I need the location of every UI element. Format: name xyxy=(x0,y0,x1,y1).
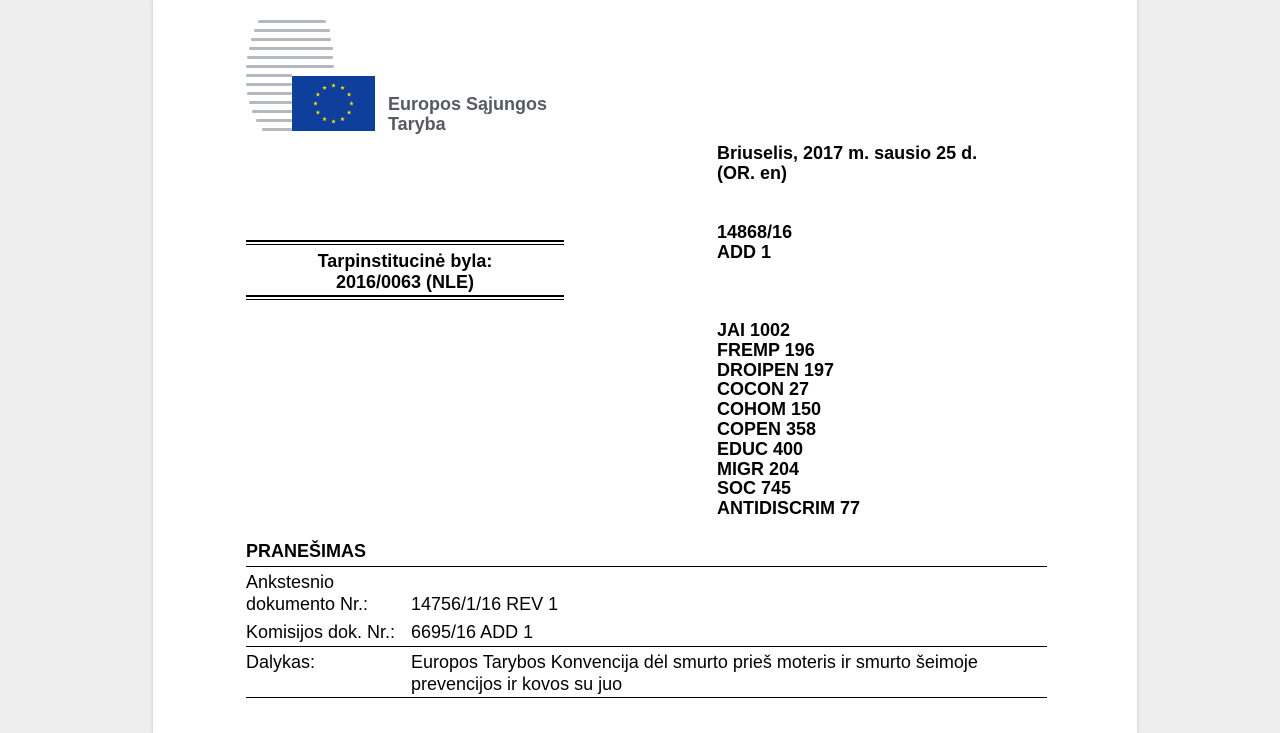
divider xyxy=(246,566,1047,567)
interinstitutional-number: 2016/0063 (NLE) xyxy=(335,272,475,292)
document-page xyxy=(153,0,1137,733)
code-item: SOC 745 xyxy=(717,478,792,499)
document-addendum: ADD 1 xyxy=(717,241,772,262)
eu-flag-icon xyxy=(292,76,375,131)
org-name-line2: Taryba xyxy=(388,114,446,134)
code-item: EDUC 400 xyxy=(717,438,804,459)
code-item: ANTIDISCRIM 77 xyxy=(717,498,861,519)
prev-doc-label-line2: dokumento Nr.: xyxy=(246,594,369,614)
date-line: Briuselis, 2017 m. sausio 25 d. xyxy=(717,143,978,163)
classification-codes xyxy=(717,321,860,519)
council-logo-icon xyxy=(246,20,586,135)
double-rule-bottom xyxy=(246,295,564,300)
commission-doc-value: 6695/16 ADD 1 xyxy=(411,622,534,642)
divider xyxy=(246,697,1047,698)
code-item: MIGR 204 xyxy=(717,458,800,479)
organization-name xyxy=(388,94,547,134)
code-item: COCON 27 xyxy=(717,379,810,400)
divider xyxy=(246,646,1047,647)
code-item: JAI 1002 xyxy=(717,320,791,340)
code-item: COPEN 358 xyxy=(717,418,817,439)
org-name-line1: Europos Sąjungos xyxy=(388,94,548,114)
date-block xyxy=(717,144,977,184)
double-rule-top xyxy=(246,240,564,245)
subject-line2: prevencijos ir kovos su juo xyxy=(411,674,623,694)
subject-line1: Europos Tarybos Konvencija dėl smurto prieš moteris ir smurto šeimoje xyxy=(411,652,978,672)
document-number-block xyxy=(717,223,792,263)
subject-label: Dalykas: xyxy=(246,652,316,672)
code-item: DROIPEN 197 xyxy=(717,359,835,380)
interinstitutional-file-box xyxy=(246,240,564,300)
code-item: FREMP 196 xyxy=(717,339,815,360)
code-item: COHOM 150 xyxy=(717,399,822,420)
prev-doc-value: 14756/1/16 REV 1 xyxy=(411,594,559,614)
notice-title: PRANEŠIMAS xyxy=(246,541,367,561)
prev-doc-label-line1: Ankstesnio xyxy=(246,572,335,592)
original-language: (OR. en) xyxy=(717,162,787,183)
commission-doc-label: Komisijos dok. Nr.: xyxy=(246,622,396,642)
interinstitutional-label: Tarpinstitucinė byla: xyxy=(317,251,493,271)
document-number: 14868/16 xyxy=(717,222,793,242)
